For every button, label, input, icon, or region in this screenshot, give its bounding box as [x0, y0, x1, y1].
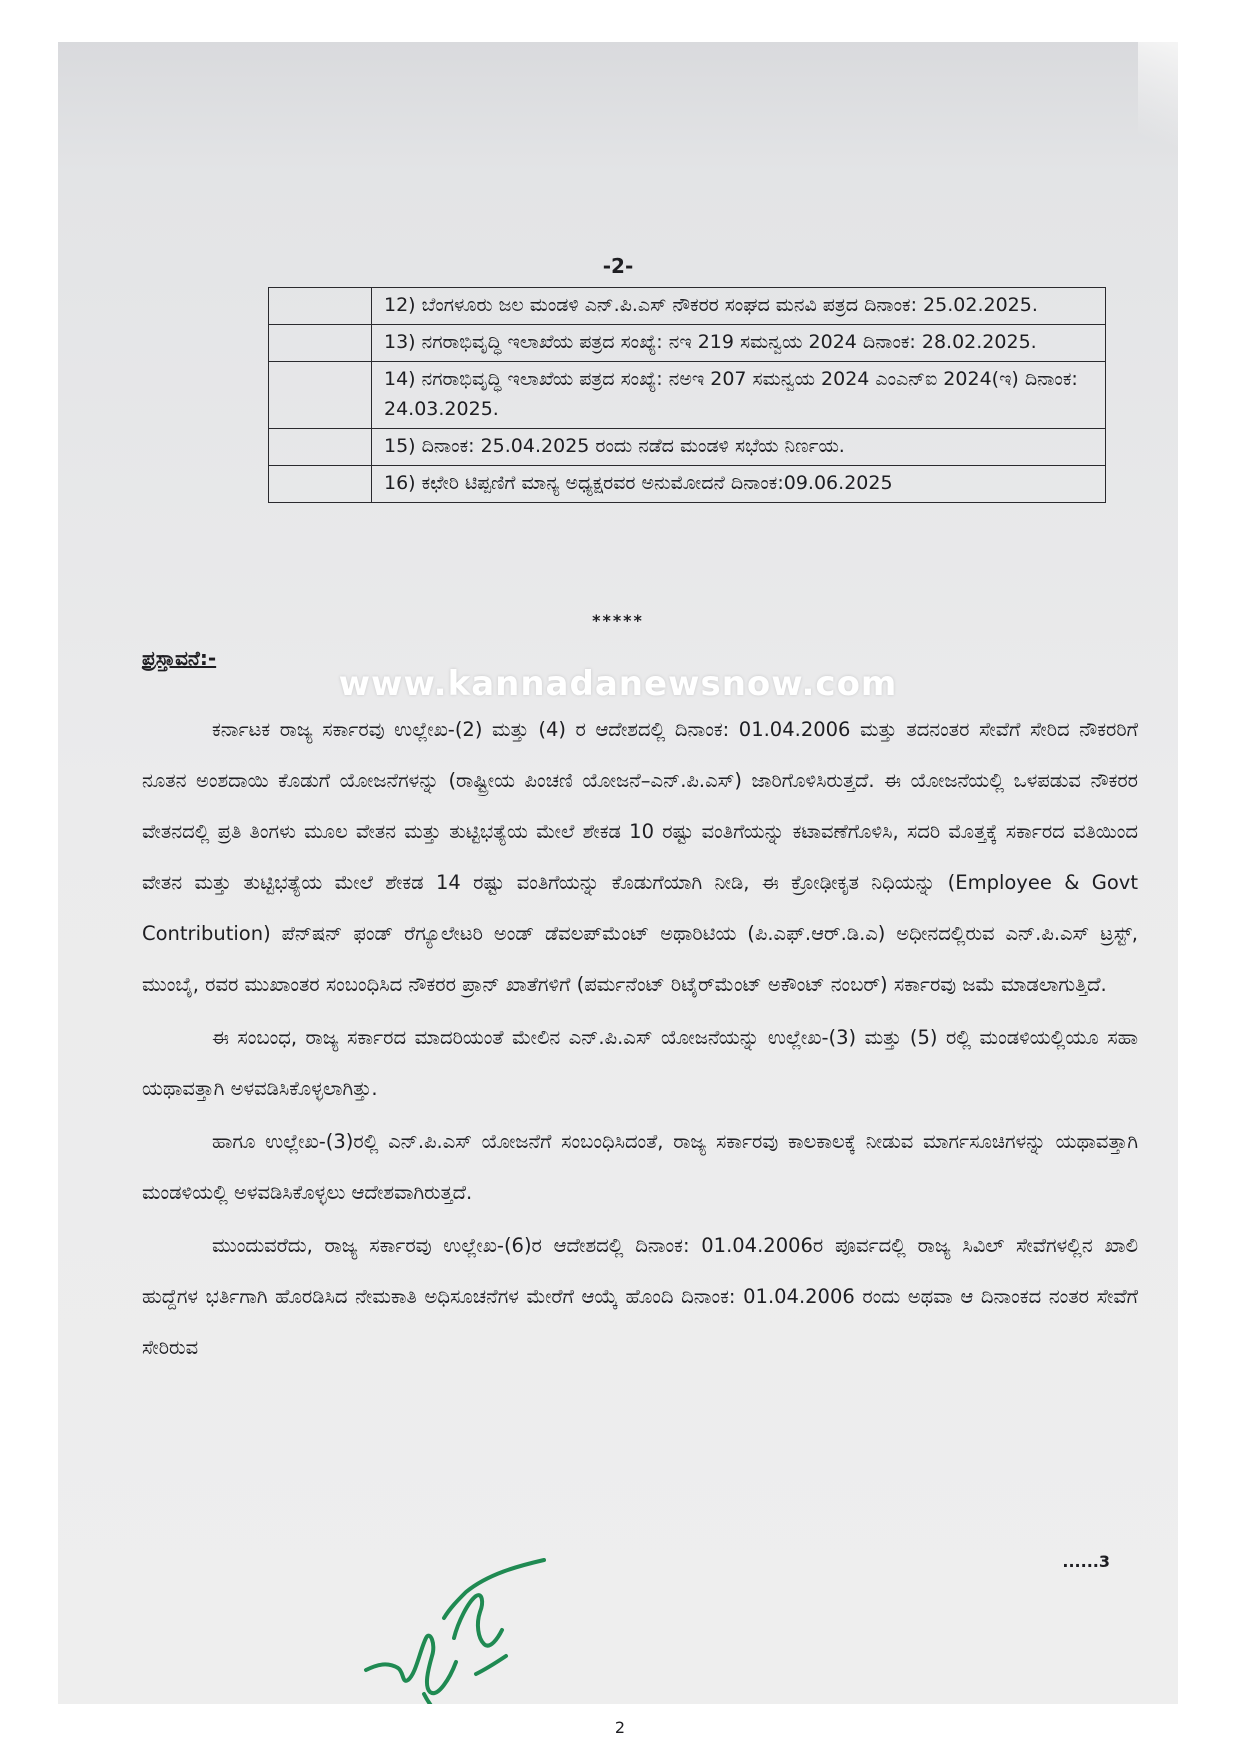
- continued-marker: ......3: [1062, 1552, 1110, 1571]
- ref-item-15: 15) ದಿನಾಂಕ: 25.04.2025 ರಂದು ನಡೆದ ಮಂಡಳಿ ಸಭೆಯ ನಿರ್ಣಯ.: [372, 429, 1106, 466]
- ref-blank-cell: [269, 288, 372, 325]
- ref-item-12: 12) ಬೆಂಗಳೂರು ಜಲ ಮಂಡಳಿ ಎನ್.ಪಿ.ಎಸ್ ನೌಕರರ ಸಂಘದ ಮನವಿ ಪತ್ರದ ದಿನಾಂಕ: 25.02.2025.: [372, 288, 1106, 325]
- footer-page-number: 2: [614, 1718, 626, 1737]
- ref-item-16: 16) ಕಛೇರಿ ಟಿಪ್ಪಣಿಗೆ ಮಾನ್ಯ ಅಧ್ಯಕ್ಷರವರ ಅನುಮೋದನೆ ದಿನಾಂಕ:09.06.2025: [372, 466, 1106, 503]
- ref-blank-cell: [269, 362, 372, 429]
- table-row: [269, 429, 1106, 466]
- table-row: [269, 466, 1106, 503]
- table-row: [269, 362, 1106, 429]
- section-heading: ಪ್ರಸ್ತಾವನೆ:-: [142, 646, 217, 670]
- paragraph: ಮುಂದುವರೆದು, ರಾಜ್ಯ ಸರ್ಕಾರವು ಉಲ್ಲೇಖ-(6)ರ ಆದೇಶದಲ್ಲಿ ದಿನಾಂಕ: 01.04.2006ರ ಪೂರ್ವದಲ್ಲಿ ರಾಜ್ಯ ಸಿವಿಲ್ ಸೇವೆಗಳಲ್ಲಿನ ಖಾಲಿ ಹುದ್ದೆಗಳ ಭರ್ತಿಗಾಗಿ ಹೊರಡಿಸಿದ ನೇಮಕಾತಿ ಅಧಿಸೂಚನೆಗಳ ಮೇರೆಗೆ ಆಯ್ಕೆ ಹೊಂದಿ ದಿನಾಂಕ: 01.04.2006 ರಂದು ಅಥವಾ ಆ ದಿನಾಂಕದ ನಂತರ ಸೇವೆಗೆ ಸೇರಿರುವ: [142, 1234, 1138, 1359]
- page-marker: -2-: [602, 254, 634, 278]
- scanned-page: [58, 42, 1178, 1704]
- ref-blank-cell: [269, 466, 372, 503]
- table-row: [269, 325, 1106, 362]
- paragraph: ಕರ್ನಾಟಕ ರಾಜ್ಯ ಸರ್ಕಾರವು ಉಲ್ಲೇಖ-(2) ಮತ್ತು (4) ರ ಆದೇಶದಲ್ಲಿ ದಿನಾಂಕ: 01.04.2006 ಮತ್ತು ತದನಂತರ ಸೇವೆಗೆ ಸೇರಿದ ನೌಕರರಿಗೆ ನೂತನ ಅಂಶದಾಯಿ ಕೊಡುಗೆ ಯೋಜನೆಗಳನ್ನು (ರಾಷ್ಟ್ರೀಯ ಪಿಂಚಣಿ ಯೋಜನೆ–ಎನ್.ಪಿ.ಎಸ್) ಜಾರಿಗೊಳಿಸಿರುತ್ತದೆ. ಈ ಯೋಜನೆಯಲ್ಲಿ ಒಳಪಡುವ ನೌಕರರ ವೇತನದಲ್ಲಿ ಪ್ರತಿ ತಿಂಗಳು ಮೂಲ ವೇತನ ಮತ್ತು ತುಟ್ಟಿಭತ್ಯೆಯ ಮೇಲೆ ಶೇಕಡ 10 ರಷ್ಟು ವಂತಿಗೆಯನ್ನು ಕಟಾವಣೆಗೊಳಿಸಿ, ಸದರಿ ಮೊತ್ತಕ್ಕೆ ಸರ್ಕಾರದ ವತಿಯಿಂದ ವೇತನ ಮತ್ತು ತುಟ್ಟಿಭತ್ಯೆಯ ಮೇಲೆ ಶೇಕಡ 14 ರಷ್ಟು ವಂತಿಗೆಯನ್ನು ಕೊಡುಗೆಯಾಗಿ ನೀಡಿ, ಈ ಕ್ರೋಢೀಕೃತ ನಿಧಿಯನ್ನು (Employee & Govt Contribution) ಪೆನ್‌ಷನ್ ಫಂಡ್ ರೆಗ್ಯೂಲೇಟರಿ ಅಂಡ್ ಡೆವಲಪ್‌ಮೆಂಟ್ ಅಥಾರಿಟಿಯ (ಪಿ.ಎಫ್.ಆರ್.ಡಿ.ಎ) ಅಧೀನದಲ್ಲಿರುವ ಎನ್.ಪಿ.ಎಸ್ ಟ್ರಸ್ಟ್, ಮುಂಬೈ, ರವರ ಮುಖಾಂತರ ಸಂಬಂಧಿಸಿದ ನೌಕರರ ಪ್ರಾನ್ ಖಾತೆಗಳಿಗೆ (ಪರ್ಮನೆಂಟ್ ರಿಟೈರ್‌ಮೆಂಟ್ ಅಕೌಂಟ್ ನಂಬರ್) ಸರ್ಕಾರವು ಜಮೆ ಮಾಡಲಾಗುತ್ತಿದೆ.: [142, 718, 1138, 996]
- table-row: [269, 288, 1106, 325]
- body-text: [142, 704, 1138, 1375]
- page-edge-shadow: [1138, 42, 1178, 182]
- references-table: [268, 287, 1106, 503]
- separator: *****: [592, 611, 644, 630]
- signature-icon: [358, 1552, 548, 1704]
- ref-blank-cell: [269, 429, 372, 466]
- ref-item-13: 13) ನಗರಾಭಿವೃದ್ಧಿ ಇಲಾಖೆಯ ಪತ್ರದ ಸಂಖ್ಯೆ: ನಇ 219 ಸಮನ್ವಯ 2024 ದಿನಾಂಕ: 28.02.2025.: [372, 325, 1106, 362]
- watermark: www.kannadanewsnow.com: [338, 664, 898, 704]
- paragraph: ಹಾಗೂ ಉಲ್ಲೇಖ-(3)ರಲ್ಲಿ ಎನ್.ಪಿ.ಎಸ್ ಯೋಜನೆಗೆ ಸಂಬಂಧಿಸಿದಂತೆ, ರಾಜ್ಯ ಸರ್ಕಾರವು ಕಾಲಕಾಲಕ್ಕೆ ನೀಡುವ ಮಾರ್ಗಸೂಚಿಗಳನ್ನು ಯಥಾವತ್ತಾಗಿ ಮಂಡಳಿಯಲ್ಲಿ ಅಳವಡಿಸಿಕೊಳ್ಳಲು ಆದೇಶವಾಗಿರುತ್ತದೆ.: [142, 1130, 1138, 1204]
- ref-blank-cell: [269, 325, 372, 362]
- paragraph: ಈ ಸಂಬಂಧ, ರಾಜ್ಯ ಸರ್ಕಾರದ ಮಾದರಿಯಂತೆ ಮೇಲಿನ ಎನ್.ಪಿ.ಎಸ್ ಯೋಜನೆಯನ್ನು ಉಲ್ಲೇಖ-(3) ಮತ್ತು (5) ರಲ್ಲಿ ಮಂಡಳಿಯಲ್ಲಿಯೂ ಸಹಾ ಯಥಾವತ್ತಾಗಿ ಅಳವಡಿಸಿಕೊಳ್ಳಲಾಗಿತ್ತು.: [142, 1026, 1138, 1100]
- ref-item-14: 14) ನಗರಾಭಿವೃದ್ಧಿ ಇಲಾಖೆಯ ಪತ್ರದ ಸಂಖ್ಯೆ: ನಅಇ 207 ಸಮನ್ವಯ 2024 ಎಂಎನ್‌ಐ 2024(ಇ) ದಿನಾಂಕ: 24.03.2025.: [372, 362, 1106, 429]
